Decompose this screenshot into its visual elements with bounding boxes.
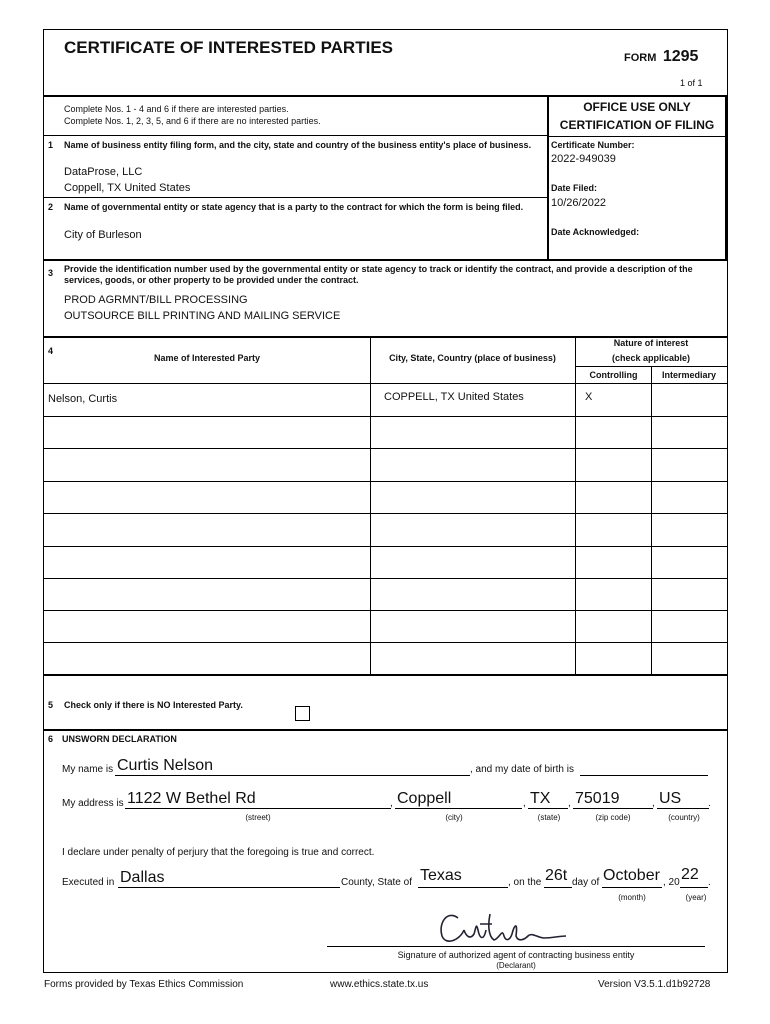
table-bottom [43,674,728,676]
declarant-label: (Declarant) [496,961,536,970]
dob-underline[interactable] [580,775,708,776]
sec3-contract-desc: OUTSOURCE BILL PRINTING AND MAILING SERVICE [64,310,341,322]
form-number-block [624,48,698,66]
county-value[interactable]: Dallas [120,869,165,886]
sec1-divider [43,135,548,136]
form-label: FORM [624,52,657,64]
address-country[interactable]: US [659,790,682,807]
party-controlling-mark: X [585,391,593,403]
footer-left: Forms provided by Texas Ethics Commission [44,979,244,990]
comma: , [523,798,526,809]
signature-line [327,946,705,947]
address-state[interactable]: TX [530,790,551,807]
address-city[interactable]: Coppell [397,790,452,807]
myname-underline [115,775,470,776]
declarant-name[interactable]: Curtis Nelson [117,757,214,774]
year-caption: (year) [685,893,707,902]
zip-caption: (zip code) [595,813,631,822]
on-the-text: , on the [508,877,542,888]
sec1-label: Name of business entity filing form, and the city, state and country of the business entity's place of business. [64,140,532,150]
instruction-line-2: Complete Nos. 1, 2, 3, 5, and 6 if there are no interested parties. [64,116,321,126]
col-name-header: Name of Interested Party [153,353,261,363]
street-caption: (street) [245,813,271,822]
city-caption: (city) [445,813,463,822]
footer-url[interactable]: www.ethics.state.tx.us [330,979,429,990]
date-filed-value: 10/26/2022 [551,197,607,209]
instruction-line-1: Complete Nos. 1 - 4 and 6 if there are interested parties. [64,104,289,114]
date-ack-label: Date Acknowledged: [551,227,640,237]
sec5-label: Check only if there is NO Interested Party. [64,700,243,710]
form-frame [43,29,728,973]
state-of-underline [418,887,508,888]
month-underline [602,887,662,888]
row-line [43,610,728,611]
signature-image [420,900,570,950]
row-line [43,546,728,547]
county-text: County, State of [341,877,412,888]
country-underline [657,808,709,809]
row-line [43,448,728,449]
state-caption: (state) [537,813,561,822]
certification-title: CERTIFICATION OF FILING [559,118,715,132]
cert-number-value: 2022-949039 [551,153,616,165]
comma: , [390,798,393,809]
month-value[interactable]: October [603,867,660,884]
sec6-title: UNSWORN DECLARATION [62,734,177,744]
sec3-number: 3 [48,268,54,278]
sec3-label: Provide the identification number used by the governmental entity or state agency to track or identify the contract, and provide a description of the services, goods, or other property to be provided under the contract. [64,264,693,285]
sec6-number: 6 [48,734,54,744]
sec1-number: 1 [48,140,54,150]
col-divider-1 [370,337,371,675]
address-street[interactable]: 1122 W Bethel Rd [127,790,256,807]
state-of-value[interactable]: Texas [420,867,462,884]
col-intermediary-header: Intermediary [661,370,717,380]
col-city-header: City, State, Country (place of business) [389,353,556,363]
country-caption: (country) [668,813,700,822]
office-box-right [725,95,727,260]
row-line [43,513,728,514]
day-of-text: day of [572,877,600,888]
myname-prefix: My name is [62,764,114,775]
page-count: 1 of 1 [680,78,703,88]
row-line [43,481,728,482]
sec3-divider [43,259,728,261]
sec2-number: 2 [48,202,54,212]
city-underline [395,808,522,809]
office-title-divider [548,136,726,137]
period: . [708,798,711,809]
period: . [708,877,711,888]
day-value[interactable]: 26t [545,867,568,884]
row-line [43,642,728,643]
year-underline [680,887,708,888]
sec3-contract-id: PROD AGRMNT/BILL PROCESSING [64,294,248,306]
party-city: COPPELL, TX United States [384,391,524,403]
day-underline [544,887,572,888]
col-nature-header-1: Nature of interest [613,338,689,348]
address-zip[interactable]: 75019 [575,790,620,807]
sec4-number: 4 [48,346,54,356]
month-caption: (month) [618,893,646,902]
party-name: Nelson, Curtis [48,393,118,405]
form-title: CERTIFICATE OF INTERESTED PARTIES [64,38,393,57]
form-number: 1295 [662,48,699,65]
street-underline [125,808,391,809]
comma: , [568,798,571,809]
zip-underline [573,808,653,809]
table-header-bottom [43,383,728,384]
office-use-title: OFFICE USE ONLY [583,100,691,114]
date-filed-label: Date Filed: [551,183,598,193]
footer-version: Version V3.5.1.d1b92728 [598,979,711,990]
sec2-entity-name: City of Burleson [64,229,142,241]
col-divider-3 [651,366,652,675]
declaration-text: I declare under penalty of perjury that the foregoing is true and correct. [62,847,375,858]
no-interested-party-checkbox[interactable] [295,706,310,721]
row-line [43,416,728,417]
col-divider-2 [575,337,576,675]
signature-label: Signature of authorized agent of contracting business entity [397,950,635,960]
cert-number-label: Certificate Number: [551,140,635,150]
sec5-number: 5 [48,700,54,710]
row-line [43,578,728,579]
dob-text: , and my date of birth is [470,764,574,775]
sec1-entity-name: DataProse, LLC [64,166,143,178]
sec2-label: Name of governmental entity or state agency that is a party to the contract for which the form is being filed. [64,202,524,212]
col-controlling-header: Controlling [589,370,638,380]
header-divider [43,95,728,97]
sec6-divider [43,729,728,731]
sec1-entity-location: Coppell, TX United States [64,182,191,194]
county-underline [118,887,340,888]
state-underline [528,808,568,809]
sec2-divider [43,197,548,198]
executed-in-text: Executed in [62,877,115,888]
comma: , [652,798,655,809]
address-prefix: My address is [62,798,124,809]
col-nature-header-2: (check applicable) [611,353,691,363]
year-prefix: , 20 [663,877,680,888]
year-value[interactable]: 22 [681,866,699,883]
